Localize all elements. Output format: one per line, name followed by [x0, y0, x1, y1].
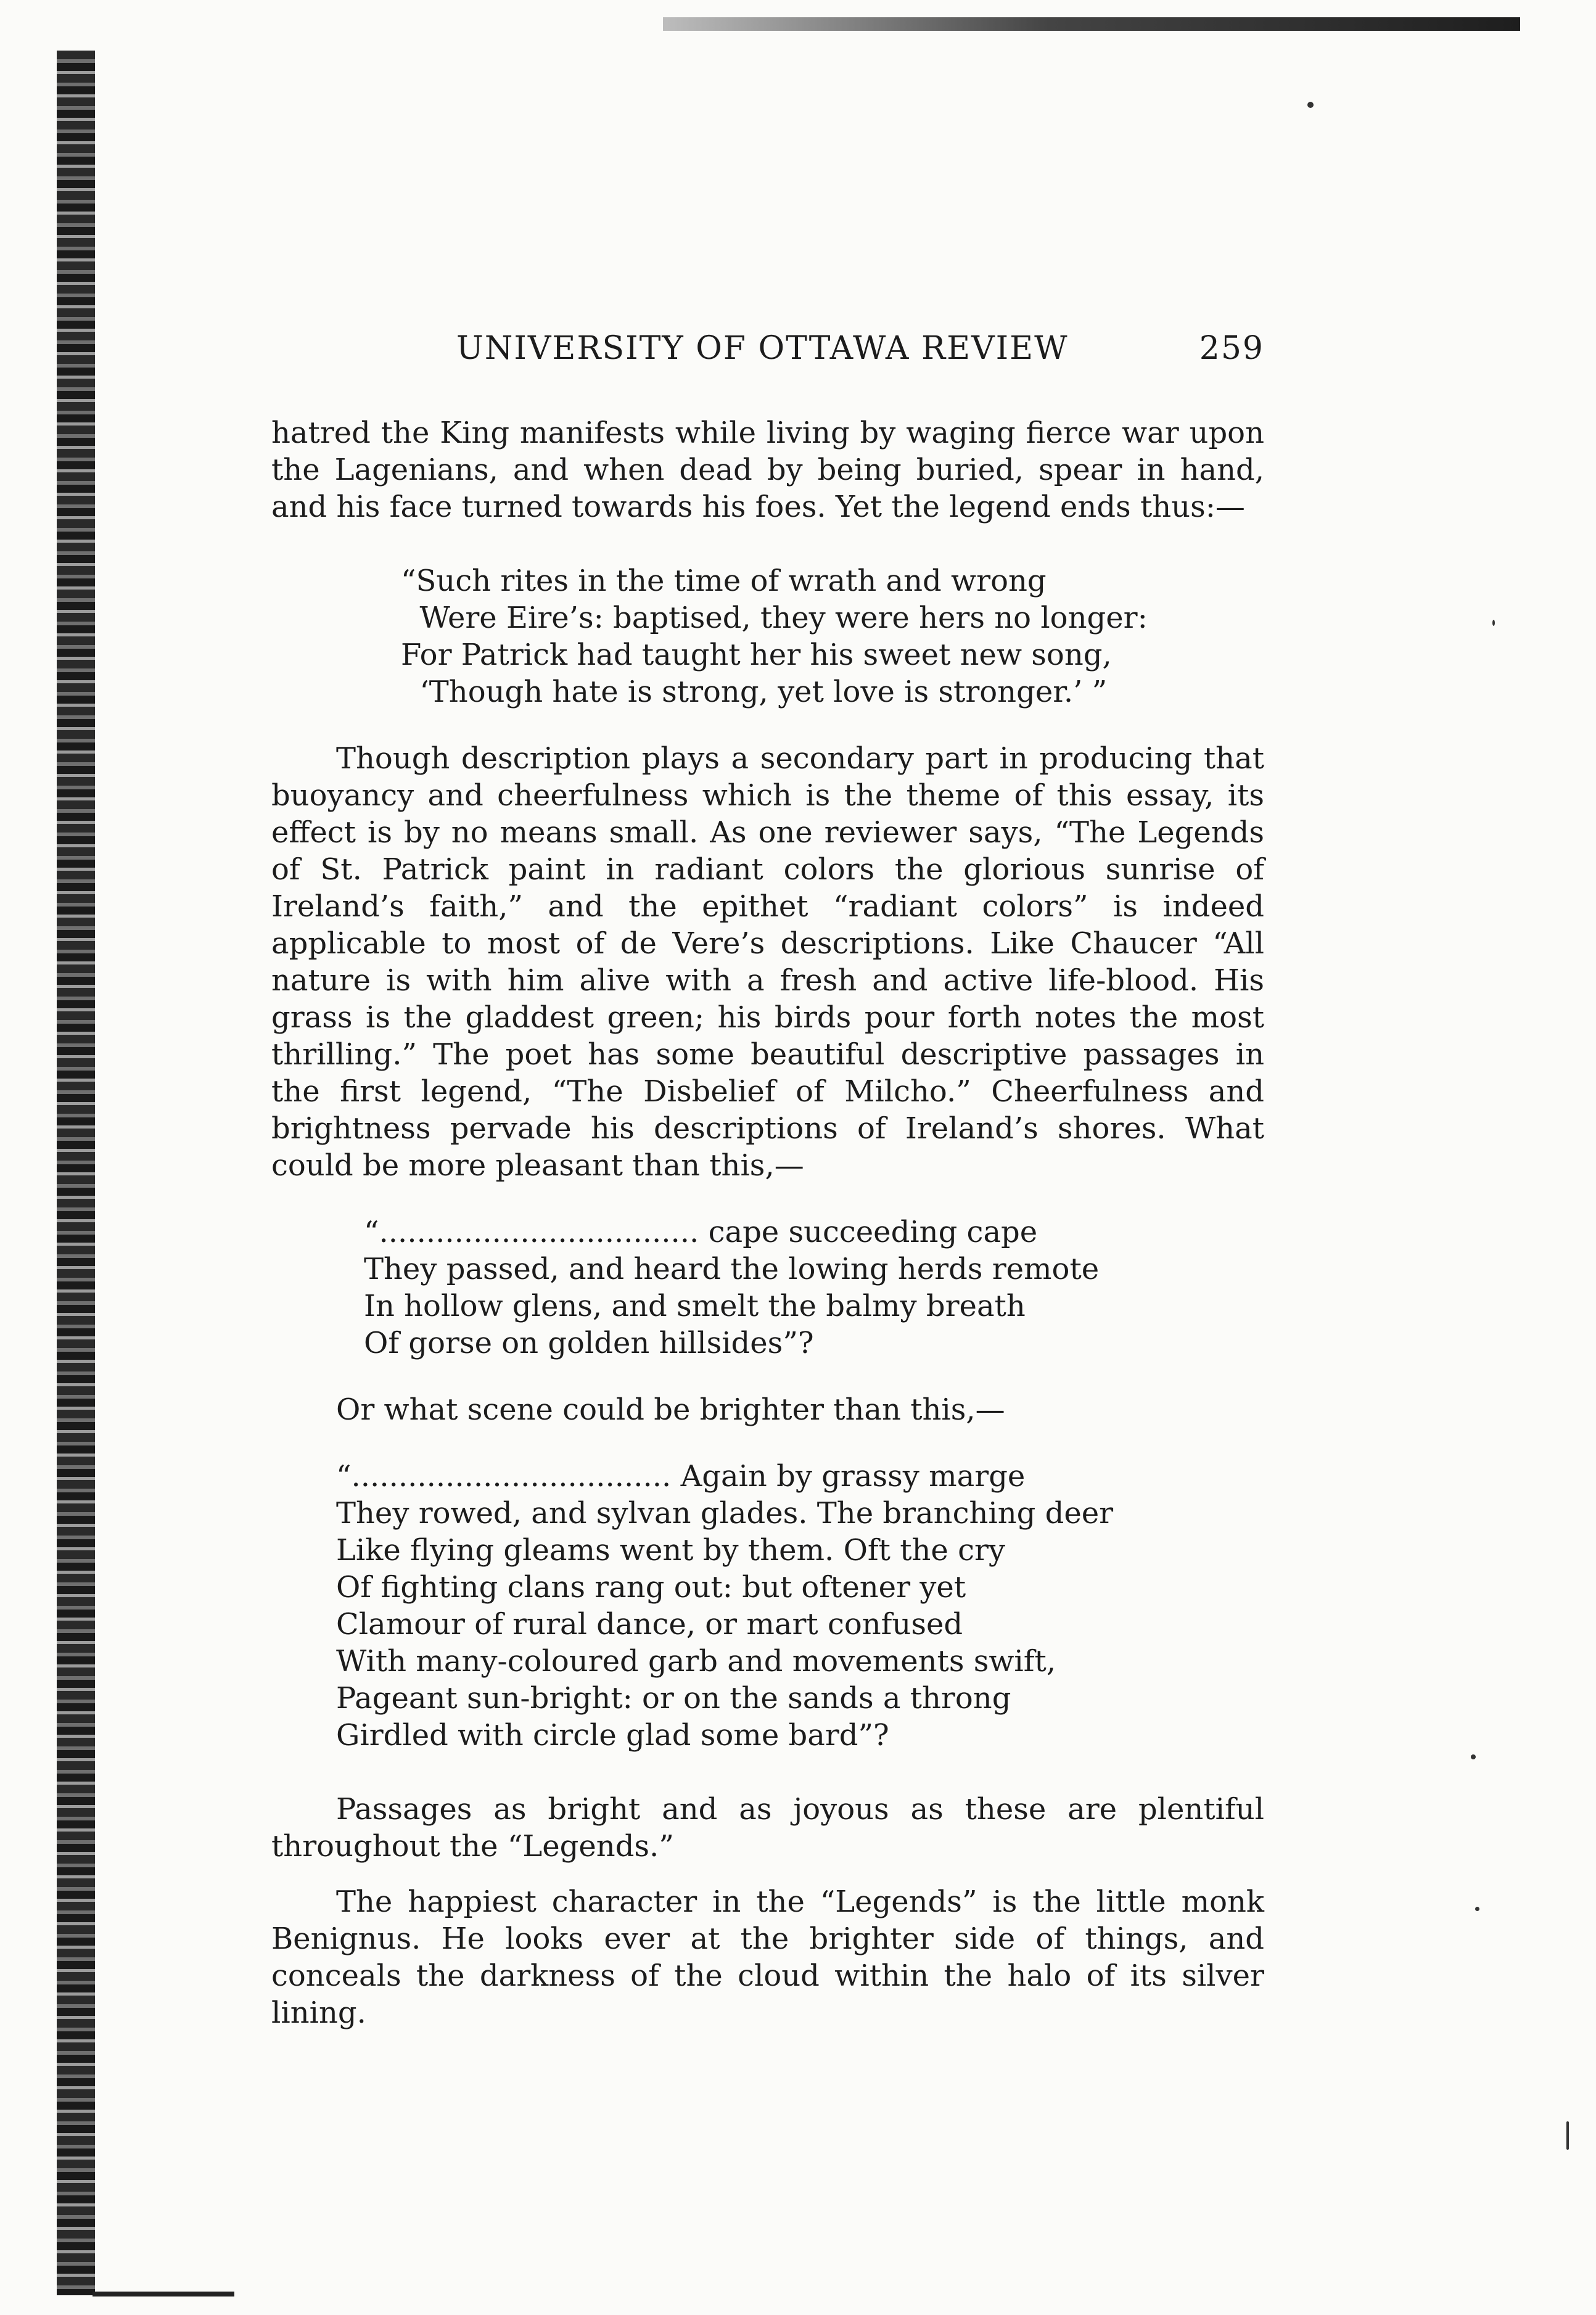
scan-speck — [1471, 1754, 1476, 1759]
verse-line: Were Eire’s: baptised, they were hers no longer: — [401, 601, 1148, 635]
verse-line: Pageant sun-bright: or on the sands a throng — [336, 1681, 1011, 1716]
verse-line: “.................................. cape succeeding cape — [364, 1215, 1038, 1249]
verse-line: For Patrick had taught her his sweet new song, — [401, 638, 1112, 672]
running-title: UNIVERSITY OF OTTAWA REVIEW — [456, 330, 1069, 367]
verse-line: Clamour of rural dance, or mart confused — [336, 1607, 963, 1642]
scan-speck — [1307, 102, 1314, 108]
page-number: 259 — [1199, 330, 1264, 367]
page-body — [271, 414, 1264, 2031]
paragraph-continuation: hatred the King manifests while living by waging fierce war upon the Lagenians, and when dead by being buried, spear in hand, and his face turned towards his foes. Yet the legend ends thus:— — [271, 416, 1264, 524]
verse-line: “.................................. Again by grassy marge — [336, 1459, 1026, 1494]
book-binding-edge — [57, 51, 95, 2295]
verse-line: ‘Though hate is strong, yet love is stronger.’ ” — [401, 675, 1108, 709]
paragraph-brighter: Or what scene could be brighter than this,— — [336, 1392, 1005, 1427]
verse-line: Of gorse on golden hillsides”? — [364, 1326, 814, 1360]
scan-speck — [1566, 2121, 1569, 2150]
scan-speck — [1492, 620, 1495, 626]
paragraph-benignus: The happiest character in the “Legends” is the little monk Benignus. He looks ever at the brighter side of things, and conceals the darkness of the cloud within the halo of its silver lining. — [271, 1885, 1264, 2030]
verse-rites — [271, 562, 1264, 710]
verse-line: They rowed, and sylvan glades. The branching deer — [336, 1496, 1114, 1531]
verse-line: Of fighting clans rang out: but oftener yet — [336, 1570, 966, 1605]
top-rule — [663, 17, 1520, 31]
verse-line: “Such rites in the time of wrath and wrong — [401, 564, 1047, 598]
paragraph-passages: Passages as bright and as joyous as these are plentiful throughout the “Legends.” — [271, 1792, 1264, 1864]
verse-line: They passed, and heard the lowing herds remote — [364, 1252, 1100, 1286]
scan-speck — [1475, 1907, 1479, 1911]
paragraph-description: Though description plays a secondary part in producing that buoyancy and cheerfulness which is the theme of this essay, its effect is by no means small. As one reviewer says, “The Legends of St. Patrick paint in radiant colors the glorious sunrise of Ireland’s faith,” and the epithet “radiant colors” is indeed applicable to most of de Vere’s descriptions. Like Chaucer “All nature is with him alive with a fresh and active life-blood. His grass is the gladdest green; his birds pour forth notes the most thrilling.” The poet has some beautiful descriptive passages in the first legend, “The Disbelief of Milcho.” Cheerfulness and brightness pervade his descriptions of Ireland’s shores. What could be more pleasant than this,— — [271, 741, 1264, 1183]
binding-foot-mark — [93, 2292, 234, 2296]
verse-line: Like flying gleams went by them. Oft the cry — [336, 1533, 1006, 1568]
verse-line: In hollow glens, and smelt the balmy breath — [364, 1289, 1026, 1323]
verse-grassy-marge — [271, 1458, 1264, 1754]
verse-cape — [271, 1214, 1264, 1362]
running-header — [271, 330, 1264, 373]
verse-line: Girdled with circle glad some bard”? — [336, 1718, 889, 1753]
verse-line: With many-coloured garb and movements swift, — [336, 1644, 1056, 1679]
